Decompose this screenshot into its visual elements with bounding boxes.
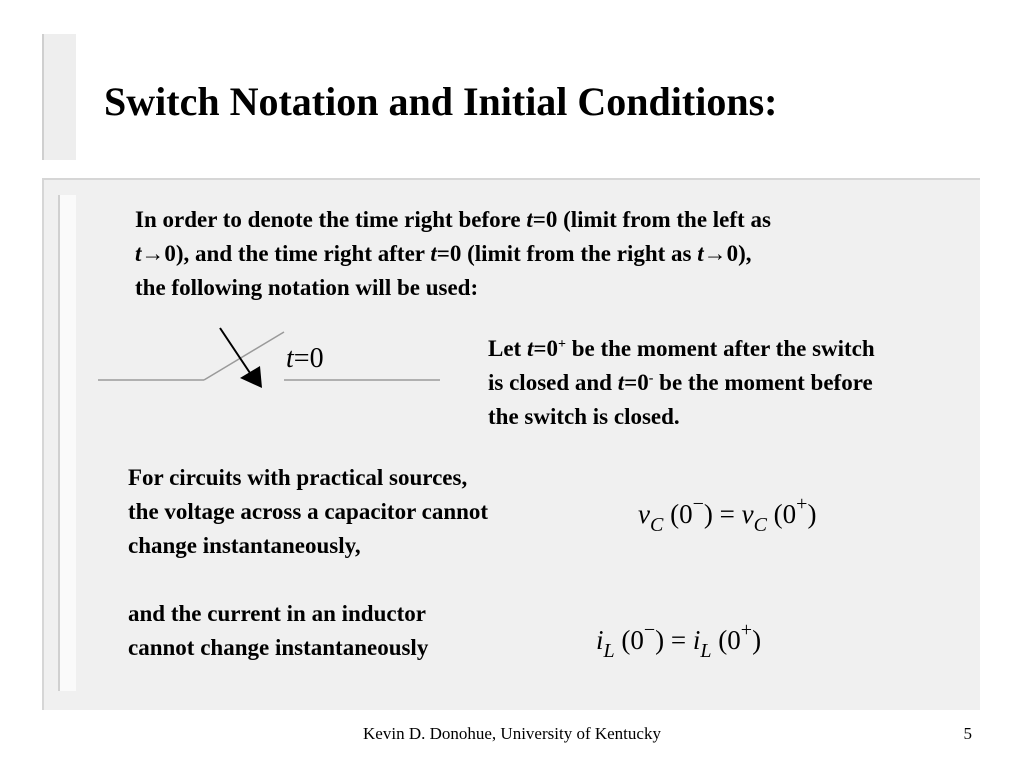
- capacitor-line-3: change instantaneously,: [128, 533, 361, 558]
- let-line-1: Let t=0+ be the moment after the switch: [488, 336, 875, 361]
- intro-line-1: In order to denote the time right before t=0 (limit from the left as: [135, 207, 771, 232]
- intro-line-2: t→0), and the time right after t=0 (limit from the right as t→0),: [135, 241, 752, 266]
- inductor-paragraph: [128, 597, 428, 665]
- capacitor-paragraph: [128, 461, 488, 563]
- inductor-current-equation: $i_L$ $(0^-) = i_L$ (0+): [596, 619, 762, 662]
- page-number: 5: [963, 724, 972, 743]
- slide-title: Switch Notation and Initial Conditions:: [104, 79, 778, 124]
- let-line-3: the switch is closed.: [488, 404, 680, 429]
- panel-accent-bar: [58, 195, 76, 691]
- switch-blade: [204, 332, 284, 380]
- intro-line-3: the following notation will be used:: [135, 275, 479, 300]
- capacitor-line-1: For circuits with practical sources,: [128, 465, 468, 490]
- inductor-line-1: and the current in an inductor: [128, 601, 426, 626]
- switch-symbol-icon: [96, 322, 446, 402]
- intro-paragraph: [135, 203, 771, 305]
- title-accent-bar: [42, 34, 76, 160]
- switch-arrow-head: [240, 366, 262, 388]
- capacitor-line-2: the voltage across a capacitor cannot: [128, 499, 489, 524]
- capacitor-voltage-equation: $v_C$ $(0^-) = v_C$ (0+): [638, 493, 817, 536]
- switch-time-label: t=0: [286, 343, 324, 374]
- inductor-line-2: cannot change instantaneously: [128, 635, 429, 660]
- switch-arrow-shaft: [220, 328, 252, 376]
- let-line-2: is closed and t=0- be the moment before: [488, 370, 873, 395]
- switch-definition-paragraph: [488, 332, 875, 434]
- slide-footer: Kevin D. Donohue, University of Kentucky: [363, 724, 661, 743]
